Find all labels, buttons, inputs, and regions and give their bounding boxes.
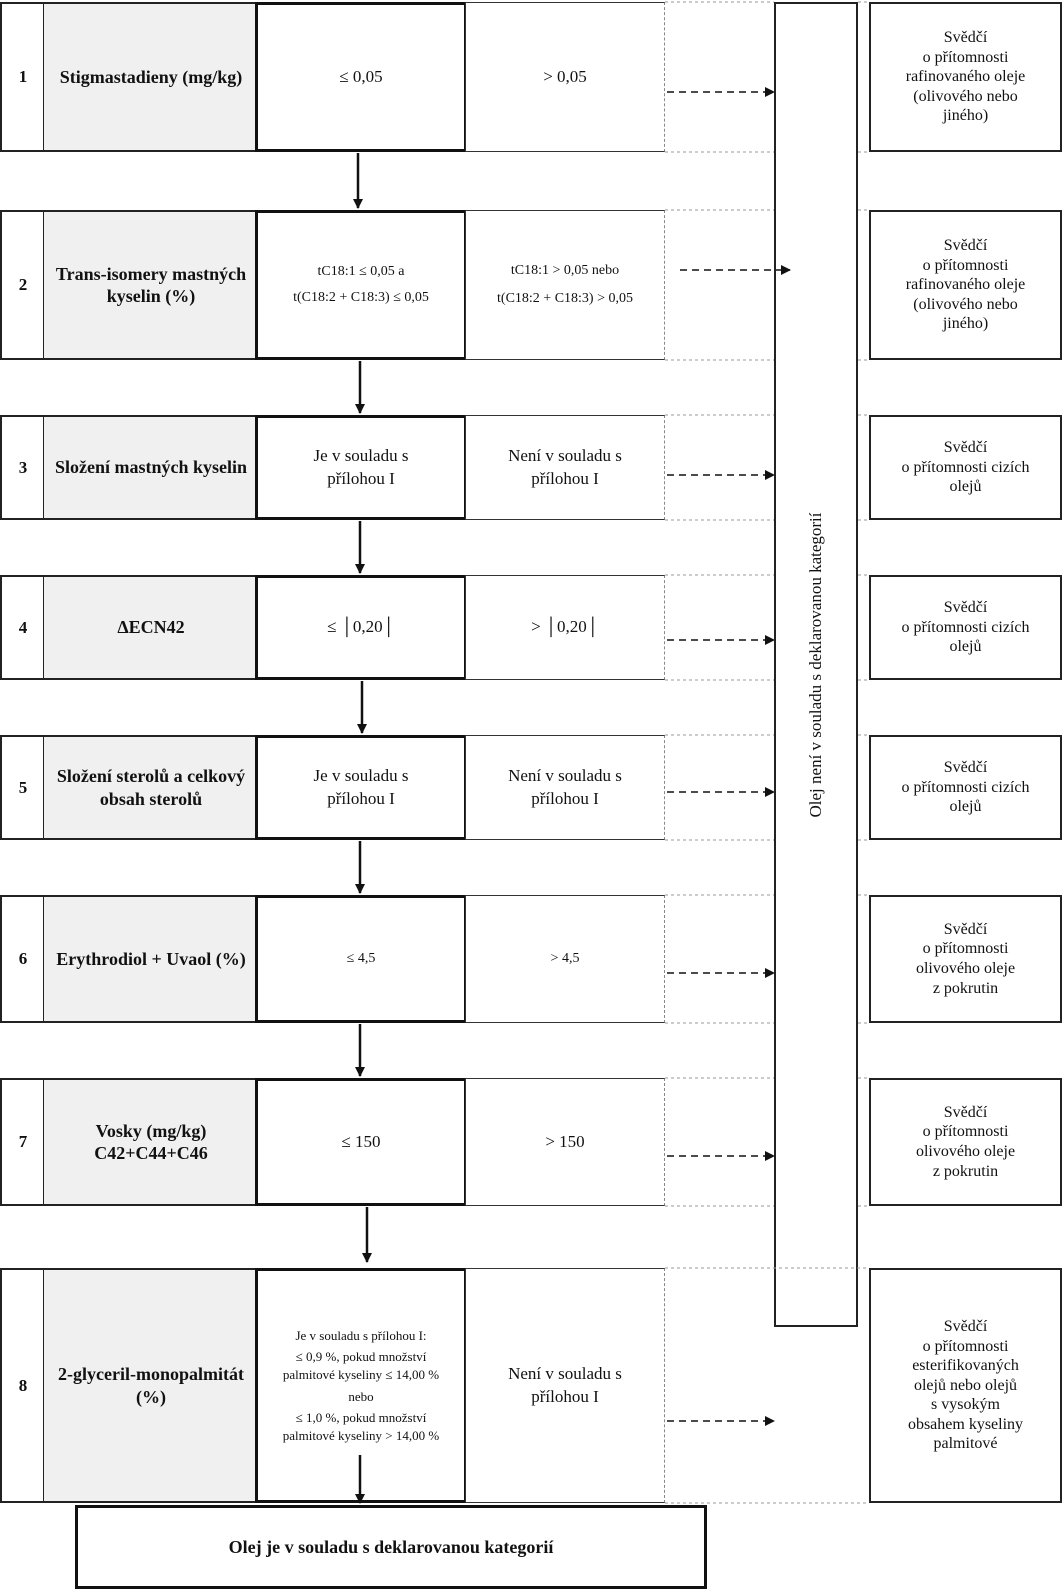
step-8-compliant-line2: ≤ 1,0 %, pokud množství palmitové kyseliny > 14,00 % — [282, 1410, 440, 1443]
step-1-result: Svědčí o přítomnosti rafinovaného oleje (olivového nebo jiného) — [869, 2, 1062, 152]
step-4-compliant: ≤ │0,20│ — [255, 575, 467, 680]
step-3-noncompliant: Není v souladu s přílohou I — [465, 415, 665, 520]
step-6-result: Svědčí o přítomnosti olivového oleje z pokrutin — [869, 895, 1062, 1023]
step-8-criterion: 2-glyceril-monopalmitát (%) — [43, 1268, 260, 1503]
step-3-compliant: Je v souladu s přílohou I — [255, 415, 467, 520]
step-3-result: Svědčí o přítomnosti cizích olejů — [869, 415, 1062, 520]
step-3-criterion: Složení mastných kyselin — [43, 415, 260, 520]
step-6-compliant: ≤ 4,5 — [255, 895, 467, 1023]
step-7-compliant: ≤ 150 — [255, 1078, 467, 1206]
step-1-noncompliant: > 0,05 — [465, 2, 665, 152]
step-4-result: Svědčí o přítomnosti cizích olejů — [869, 575, 1062, 680]
step-4-criterion: ΔECN42 — [43, 575, 260, 680]
step-7-result: Svědčí o přítomnosti olivového oleje z pokrutin — [869, 1078, 1062, 1206]
step-2-compliant-line2: t(C18:2 + C18:3) ≤ 0,05 — [293, 290, 429, 305]
step-5-result: Svědčí o přítomnosti cizích olejů — [869, 735, 1062, 840]
compliant-category-box: Olej je v souladu s deklarovanou kategorií — [75, 1505, 707, 1589]
step-2-compliant-line1: tC18:1 ≤ 0,05 a — [317, 263, 405, 279]
step-2-result: Svědčí o přítomnosti rafinovaného oleje (olivového nebo jiného) — [869, 210, 1062, 360]
step-3-number: 3 — [0, 415, 45, 520]
step-1-criterion: Stigmastadieny (mg/kg) — [43, 2, 260, 152]
step-1-number: 1 — [0, 2, 45, 152]
step-2-noncompliant-line2: t(C18:2 + C18:3) > 0,05 — [497, 291, 633, 306]
step-7-noncompliant: > 150 — [465, 1078, 665, 1206]
step-8-compliant-or: nebo — [348, 1388, 374, 1404]
step-2-number: 2 — [0, 210, 45, 360]
step-8-result: Svědčí o přítomnosti esterifikovaných olejů nebo olejů s vysokým obsahem kyseliny palmitové — [869, 1268, 1062, 1503]
step-7-number: 7 — [0, 1078, 45, 1206]
step-5-criterion: Složení sterolů a celkový obsah sterolů — [43, 735, 260, 840]
step-5-compliant: Je v souladu s přílohou I — [255, 735, 467, 840]
step-5-number: 5 — [0, 735, 45, 840]
step-6-number: 6 — [0, 895, 45, 1023]
step-4-number: 4 — [0, 575, 45, 680]
step-1-compliant: ≤ 0,05 — [255, 2, 467, 152]
step-8-noncompliant: Není v souladu s přílohou I — [465, 1268, 665, 1503]
noncompliant-category-label: Olej není v souladu s deklarovanou kategorií — [806, 512, 825, 817]
step-2-noncompliant-line1: tC18:1 > 0,05 nebo — [510, 262, 620, 278]
step-6-noncompliant: > 4,5 — [465, 895, 665, 1023]
step-8-compliant-line1: ≤ 0,9 %, pokud množství palmitové kyseliny ≤ 14,00 % — [282, 1349, 440, 1382]
step-5-noncompliant: Není v souladu s přílohou I — [465, 735, 665, 840]
step-4-noncompliant: > │0,20│ — [465, 575, 665, 680]
step-7-criterion: Vosky (mg/kg) C42+C44+C46 — [43, 1078, 260, 1206]
step-8-compliant-title: Je v souladu s přílohou I: — [295, 1327, 427, 1343]
step-6-criterion: Erythrodiol + Uvaol (%) — [43, 895, 260, 1023]
step-8-number: 8 — [0, 1268, 45, 1503]
step-2-criterion: Trans-isomery mastných kyselin (%) — [43, 210, 260, 360]
